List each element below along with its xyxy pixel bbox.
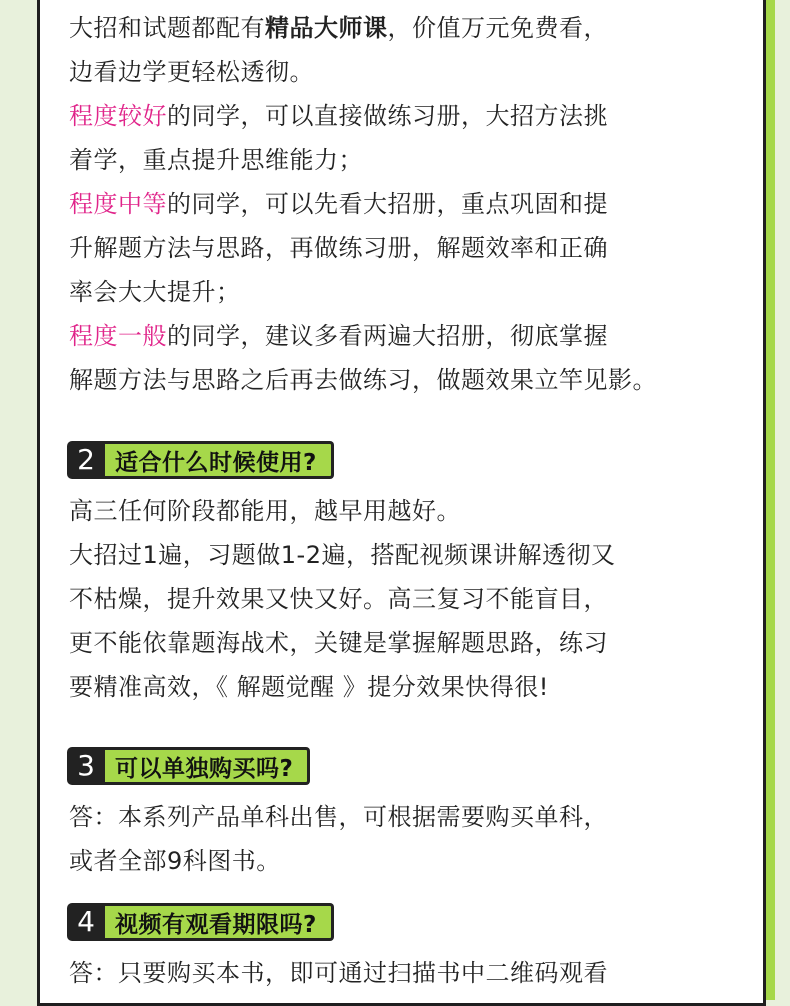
section-2-line: 更不能依靠题海战术，关键是掌握解题思路，练习: [69, 629, 608, 657]
section-4-line: 答：只要购买本书，即可通过扫描书中二维码观看: [69, 959, 608, 987]
mid-level-line-3: 率会大大提升；: [69, 278, 241, 306]
mid-level-line-1: 程度中等的同学，可以先看大招册，重点巩固和提: [69, 190, 608, 218]
section-2-line: 高三任何阶段都能用，越早用越好。: [69, 497, 461, 525]
section-3-header: [67, 747, 310, 785]
section-3-body: [69, 795, 734, 883]
section-2-number: 2: [67, 441, 105, 479]
section-2-body: [69, 489, 734, 709]
course-highlight: 精品大师课: [265, 14, 388, 42]
avg-level-line-2: 解题方法与思路之后再去做练习，做题效果立竿见影。: [69, 366, 657, 394]
section-3-number: 3: [67, 747, 105, 785]
intro-paragraph: [69, 6, 734, 402]
avg-level-label: 程度一般: [69, 322, 167, 350]
section-3-title: 可以单独购买吗?: [105, 747, 310, 785]
section-2-title: 适合什么时候使用?: [105, 441, 334, 479]
intro-line-1: 大招和试题都配有精品大师课，价值万元免费看，: [69, 14, 608, 42]
section-2-line: 不枯燥，提升效果又快又好。高三复习不能盲目，: [69, 585, 608, 613]
section-4-header: [67, 903, 334, 941]
section-2-line: 要精准高效，《 解题觉醒 》提分效果快得很!: [69, 673, 549, 701]
section-4-body: [69, 951, 734, 995]
good-level-label: 程度较好: [69, 102, 167, 130]
good-level-line-1: 程度较好的同学，可以直接做练习册，大招方法挑: [69, 102, 608, 130]
section-2-line: 大招过1遍，习题做1-2遍，搭配视频课讲解透彻又: [69, 541, 616, 569]
mid-level-line-2: 升解题方法与思路，再做练习册，解题效率和正确: [69, 234, 608, 262]
intro-line-2: 边看边学更轻松透彻。: [69, 58, 314, 86]
mid-level-label: 程度中等: [69, 190, 167, 218]
section-3-line: 或者全部9科图书。: [69, 847, 281, 875]
section-2-header: [67, 441, 334, 479]
section-3-line: 答：本系列产品单科出售，可根据需要购买单科，: [69, 803, 608, 831]
section-4-title: 视频有观看期限吗?: [105, 903, 334, 941]
accent-stripe: [766, 0, 775, 1000]
good-level-line-2: 着学，重点提升思维能力；: [69, 146, 363, 174]
avg-level-line-1: 程度一般的同学，建议多看两遍大招册，彻底掌握: [69, 322, 608, 350]
section-4-number: 4: [67, 903, 105, 941]
